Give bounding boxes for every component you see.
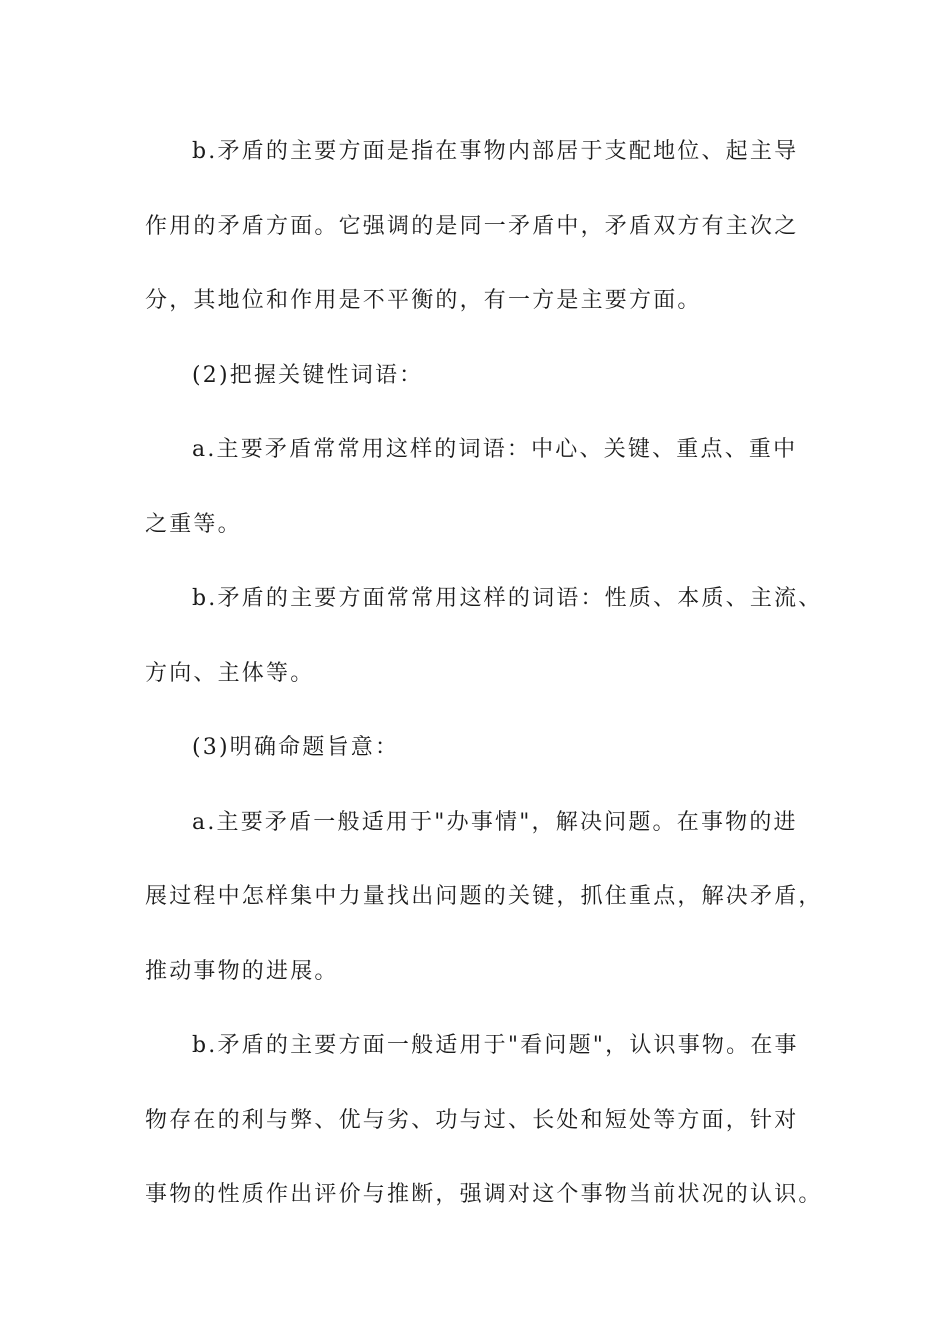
paragraph-line: b.矛盾的主要方面是指在事物内部居于支配地位、起主导 (192, 139, 799, 164)
paragraph-line: 物存在的利与弊、优与劣、功与过、长处和短处等方面，针对 (145, 1108, 799, 1133)
paragraph-line: 分，其地位和作用是不平衡的，有一方是主要方面。 (145, 288, 702, 313)
paragraph-line: 展过程中怎样集中力量找出问题的关键，抓住重点，解决矛盾， (145, 884, 823, 909)
paragraph-line: 推动事物的进展。 (145, 959, 339, 984)
paragraph-line: b.矛盾的主要方面一般适用于"看问题"，认识事物。在事 (192, 1033, 799, 1058)
paragraph-line: 方向、主体等。 (145, 661, 315, 686)
paragraph-line: 之重等。 (145, 512, 242, 537)
paragraph-line: a.主要矛盾常常用这样的词语：中心、关键、重点、重中 (192, 437, 798, 462)
paragraph-line: 事物的性质作出评价与推断，强调对这个事物当前状况的认识。 (145, 1182, 823, 1207)
section-heading: (3)明确命题旨意： (192, 735, 400, 760)
section-heading: (2)把握关键性词语： (192, 363, 424, 388)
paragraph-line: a.主要矛盾一般适用于"办事情"，解决问题。在事物的进 (192, 810, 798, 835)
paragraph-line: 作用的矛盾方面。它强调的是同一矛盾中，矛盾双方有主次之 (145, 214, 799, 239)
paragraph-line: b.矛盾的主要方面常常用这样的词语：性质、本质、主流、 (192, 586, 823, 611)
